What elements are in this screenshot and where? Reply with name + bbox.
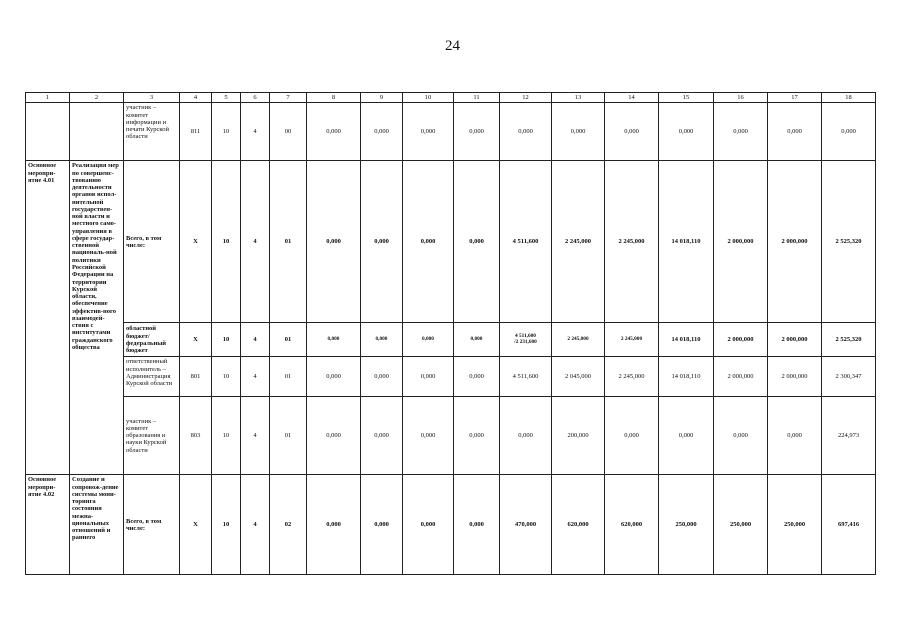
table-cell: 10 xyxy=(212,357,241,397)
executor-cell: областной бюджет/ федеральный бюджет xyxy=(124,323,180,357)
value-cell: 2 245,000 xyxy=(552,323,605,357)
value-cell: 2 000,000 xyxy=(714,323,768,357)
page-number: 24 xyxy=(445,38,460,54)
column-header: 12 xyxy=(500,93,552,103)
table-cell: 01 xyxy=(270,161,307,323)
value-cell: 2 245,000 xyxy=(605,161,659,323)
table-cell: 801 xyxy=(180,357,212,397)
value-cell: 0,000 xyxy=(768,397,822,475)
value-cell: 0,000 xyxy=(307,357,361,397)
value-cell: 2 000,000 xyxy=(714,357,768,397)
value-cell: 0,000 xyxy=(659,397,714,475)
value-cell: 2 525,320 xyxy=(822,161,876,323)
value-cell: 470,000 xyxy=(500,475,552,575)
value-cell: 250,000 xyxy=(659,475,714,575)
value-cell: 0,000 xyxy=(307,475,361,575)
table-row xyxy=(26,397,876,475)
value-cell: 2 245,000 xyxy=(552,161,605,323)
executor-cell: Всего, в том числе: xyxy=(124,161,180,323)
value-cell: 14 018,110 xyxy=(659,357,714,397)
table-cell: 4 xyxy=(241,323,270,357)
column-header: 18 xyxy=(822,93,876,103)
table-cell: Х xyxy=(180,323,212,357)
table-cell: 10 xyxy=(212,323,241,357)
value-cell: 200,000 xyxy=(552,397,605,475)
column-number-row xyxy=(26,93,876,103)
value-cell: 0,000 xyxy=(605,103,659,161)
value-cell: 2 525,320 xyxy=(822,323,876,357)
value-cell: 0,000 xyxy=(454,323,500,357)
executor-cell: Всего, в том числе: xyxy=(124,475,180,575)
value-cell: 697,416 xyxy=(822,475,876,575)
value-cell: 0,000 xyxy=(454,475,500,575)
value-cell: 250,000 xyxy=(768,475,822,575)
executor-cell: участник – комитет информации и печати Курской области xyxy=(124,103,180,161)
value-cell: 0,000 xyxy=(307,161,361,323)
table-cell: Х xyxy=(180,161,212,323)
value-cell: 0,000 xyxy=(403,103,454,161)
value-cell: 0,000 xyxy=(361,475,403,575)
table-row xyxy=(26,475,876,575)
value-cell: 0,000 xyxy=(361,357,403,397)
value-cell: 0,000 xyxy=(500,397,552,475)
value-cell: 0,000 xyxy=(307,323,361,357)
value-cell: 0,000 xyxy=(361,323,403,357)
value-cell: 0,000 xyxy=(454,357,500,397)
regional-budget-value: 4 511,600 xyxy=(515,332,536,339)
table-cell: 00 xyxy=(270,103,307,161)
column-header: 13 xyxy=(552,93,605,103)
table-cell: 4 xyxy=(241,475,270,575)
table-row xyxy=(26,161,876,323)
value-cell: 0,000 xyxy=(552,103,605,161)
table-cell: 01 xyxy=(270,357,307,397)
table-cell: 01 xyxy=(270,323,307,357)
activity-code-cell: Основное меропри-ятие 4.02 xyxy=(26,475,70,575)
value-cell: 2 245,000 xyxy=(605,323,659,357)
federal-budget-value: /2 231,600 xyxy=(514,338,537,345)
value-cell: 224,973 xyxy=(822,397,876,475)
value-cell: 0,000 xyxy=(403,475,454,575)
table-cell: 10 xyxy=(212,475,241,575)
value-cell: 0,000 xyxy=(361,397,403,475)
value-cell: 0,000 xyxy=(822,103,876,161)
value-cell: 0,000 xyxy=(307,103,361,161)
table-cell xyxy=(26,103,70,161)
value-cell: 2 000,000 xyxy=(768,357,822,397)
column-header: 7 xyxy=(270,93,307,103)
value-cell: 2 300,347 xyxy=(822,357,876,397)
column-header: 1 xyxy=(26,93,70,103)
value-cell: 14 018,110 xyxy=(659,323,714,357)
column-header: 5 xyxy=(212,93,241,103)
value-cell: 14 018,110 xyxy=(659,161,714,323)
value-cell: 0,000 xyxy=(714,103,768,161)
value-cell-split xyxy=(500,323,552,357)
activity-title-cell: Создание и сопровож-дение системы мони-торинга состояния межна-циональных отношений и раннего xyxy=(70,475,124,575)
table-cell: 01 xyxy=(270,397,307,475)
value-cell: 0,000 xyxy=(361,161,403,323)
table-row xyxy=(26,103,876,161)
column-header: 15 xyxy=(659,93,714,103)
column-header: 2 xyxy=(70,93,124,103)
value-cell: 620,000 xyxy=(605,475,659,575)
value-cell: 0,000 xyxy=(605,397,659,475)
value-cell: 0,000 xyxy=(454,103,500,161)
value-cell: 2 045,000 xyxy=(552,357,605,397)
table-cell: 02 xyxy=(270,475,307,575)
value-cell: 620,000 xyxy=(552,475,605,575)
table-cell xyxy=(70,103,124,161)
value-cell: 4 511,600 xyxy=(500,357,552,397)
value-cell: 2 245,000 xyxy=(605,357,659,397)
column-header: 14 xyxy=(605,93,659,103)
value-cell: 250,000 xyxy=(714,475,768,575)
activity-title-cell: Реализация мер по совершенс-твованию деятельности органов испол-нительной государствен-ной власти и местного само-управления в сфере государ-ственной националь-ной политики Российской Федерации на территории Курской области, обеспечение эффектив-ного взаимодей-ствия с институтами гражданского общества xyxy=(70,161,124,475)
value-cell: 0,000 xyxy=(659,103,714,161)
table-cell: 10 xyxy=(212,103,241,161)
activity-code-cell: Основное меропри-ятие 4.01 xyxy=(26,161,70,475)
table-cell: 4 xyxy=(241,357,270,397)
value-cell: 2 000,000 xyxy=(714,161,768,323)
value-cell: 0,000 xyxy=(768,103,822,161)
value-cell: 0,000 xyxy=(454,161,500,323)
column-header: 4 xyxy=(180,93,212,103)
value-cell: 0,000 xyxy=(307,397,361,475)
value-cell: 2 000,000 xyxy=(768,161,822,323)
value-cell: 0,000 xyxy=(454,397,500,475)
column-header: 8 xyxy=(307,93,361,103)
column-header: 6 xyxy=(241,93,270,103)
table-row xyxy=(26,323,876,357)
value-cell: 0,000 xyxy=(500,103,552,161)
executor-cell: участник – комитет образования и науки Курской области xyxy=(124,397,180,475)
table-cell: 10 xyxy=(212,161,241,323)
table-cell: 4 xyxy=(241,103,270,161)
column-header: 11 xyxy=(454,93,500,103)
value-cell: 4 511,600 xyxy=(500,161,552,323)
value-cell: 0,000 xyxy=(403,357,454,397)
column-header: 17 xyxy=(768,93,822,103)
table-cell: 10 xyxy=(212,397,241,475)
column-header: 3 xyxy=(124,93,180,103)
table-cell: 803 xyxy=(180,397,212,475)
table-cell: 4 xyxy=(241,397,270,475)
value-cell: 2 000,000 xyxy=(768,323,822,357)
value-cell: 0,000 xyxy=(714,397,768,475)
value-cell: 0,000 xyxy=(361,103,403,161)
column-header: 9 xyxy=(361,93,403,103)
budget-table xyxy=(25,92,876,575)
column-header: 10 xyxy=(403,93,454,103)
table-cell: 811 xyxy=(180,103,212,161)
value-cell: 0,000 xyxy=(403,161,454,323)
table-row xyxy=(26,357,876,397)
table-cell: 4 xyxy=(241,161,270,323)
table-cell: Х xyxy=(180,475,212,575)
executor-cell: ответственный исполнитель – Администрация Курской области xyxy=(124,357,180,397)
column-header: 16 xyxy=(714,93,768,103)
value-cell: 0,000 xyxy=(403,323,454,357)
value-cell: 0,000 xyxy=(403,397,454,475)
